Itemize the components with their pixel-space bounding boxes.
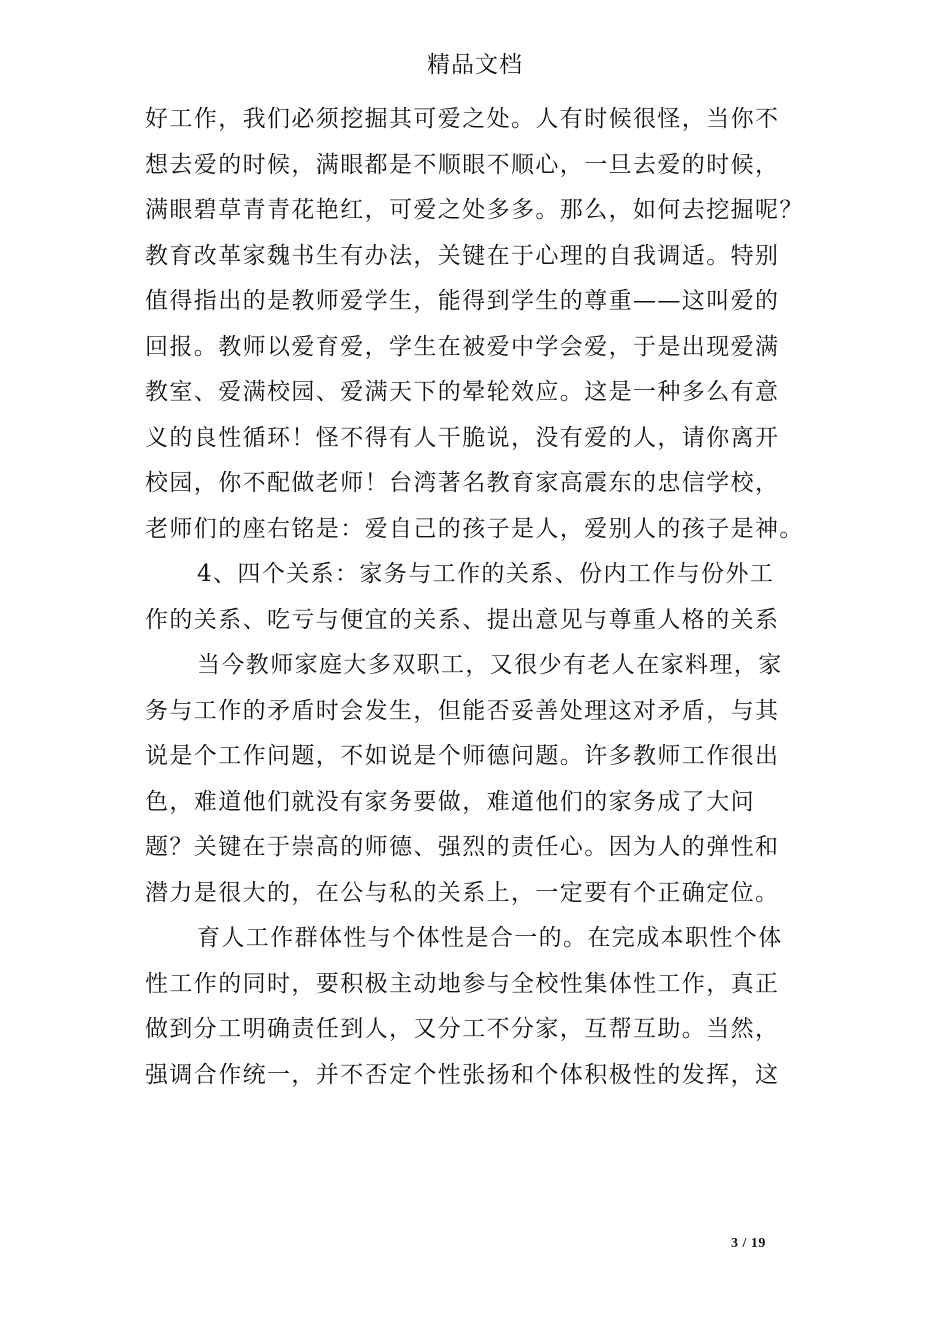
- body-line: 性工作的同时，要积极主动地参与全校性集体性工作，真正: [145, 970, 780, 997]
- body-line: 潜力是很大的，在公与私的关系上，一定要有个正确定位。: [145, 879, 780, 906]
- body-line: 老师们的座右铭是：爱自己的孩子是人，爱别人的孩子是神。: [145, 515, 804, 542]
- body-line: 值得指出的是教师爱学生，能得到学生的尊重——这叫爱的: [145, 288, 780, 314]
- document-header-title: 精品文档: [427, 52, 523, 78]
- body-line: 想去爱的时候，满眼都是不顺眼不顺心，一旦去爱的时候，: [145, 151, 780, 178]
- body-line: 说是个工作问题，不如说是个师德问题。许多教师工作很出: [145, 743, 780, 769]
- document-body: [145, 97, 815, 1098]
- body-line: 题？关键在于崇高的师德、强烈的责任心。因为人的弹性和: [145, 834, 780, 860]
- body-line: 校园，你不配做老师！台湾著名教育家高震东的忠信学校，: [145, 470, 780, 496]
- body-line: 强调合作统一，并不否定个性张扬和个体积极性的发挥，这: [145, 1061, 780, 1088]
- body-line: 务与工作的矛盾时会发生，但能否妥善处理这对矛盾，与其: [145, 697, 780, 724]
- paragraph-first-line: 当今教师家庭大多双职工，又很少有老人在家料理，家: [197, 652, 783, 678]
- paragraph-first-line: 育人工作群体性与个体性是合一的。在完成本职性个体: [197, 925, 783, 951]
- body-line: 教室、爱满校园、爱满天下的晕轮效应。这是一种多么有意: [145, 379, 780, 405]
- body-line: 色，难道他们就没有家务要做，难道他们的家务成了大问: [145, 788, 755, 815]
- body-line: 做到分工明确责任到人，又分工不分家，互帮互助。当然，: [145, 1016, 780, 1042]
- page-number: 3 / 19: [731, 1236, 766, 1251]
- body-line: 好工作，我们必须挖掘其可爱之处。人有时候很怪，当你不: [145, 106, 780, 132]
- body-line: 教育改革家魏书生有办法，关键在于心理的自我调适。特别: [145, 242, 780, 269]
- body-line: 回报。教师以爱育爱，学生在被爱中学会爱，于是出现爱满: [145, 333, 780, 360]
- body-line: 义的良性循环！怪不得有人干脆说，没有爱的人，请你离开: [145, 424, 780, 451]
- section-heading-line: 作的关系、吃亏与便宜的关系、提出意见与尊重人格的关系: [145, 606, 780, 633]
- section-heading-line: 4、四个关系：家务与工作的关系、份内工作与份外工: [197, 561, 775, 587]
- body-line: 满眼碧草青青花艳红，可爱之处多多。那么，如何去挖掘呢？: [145, 197, 804, 223]
